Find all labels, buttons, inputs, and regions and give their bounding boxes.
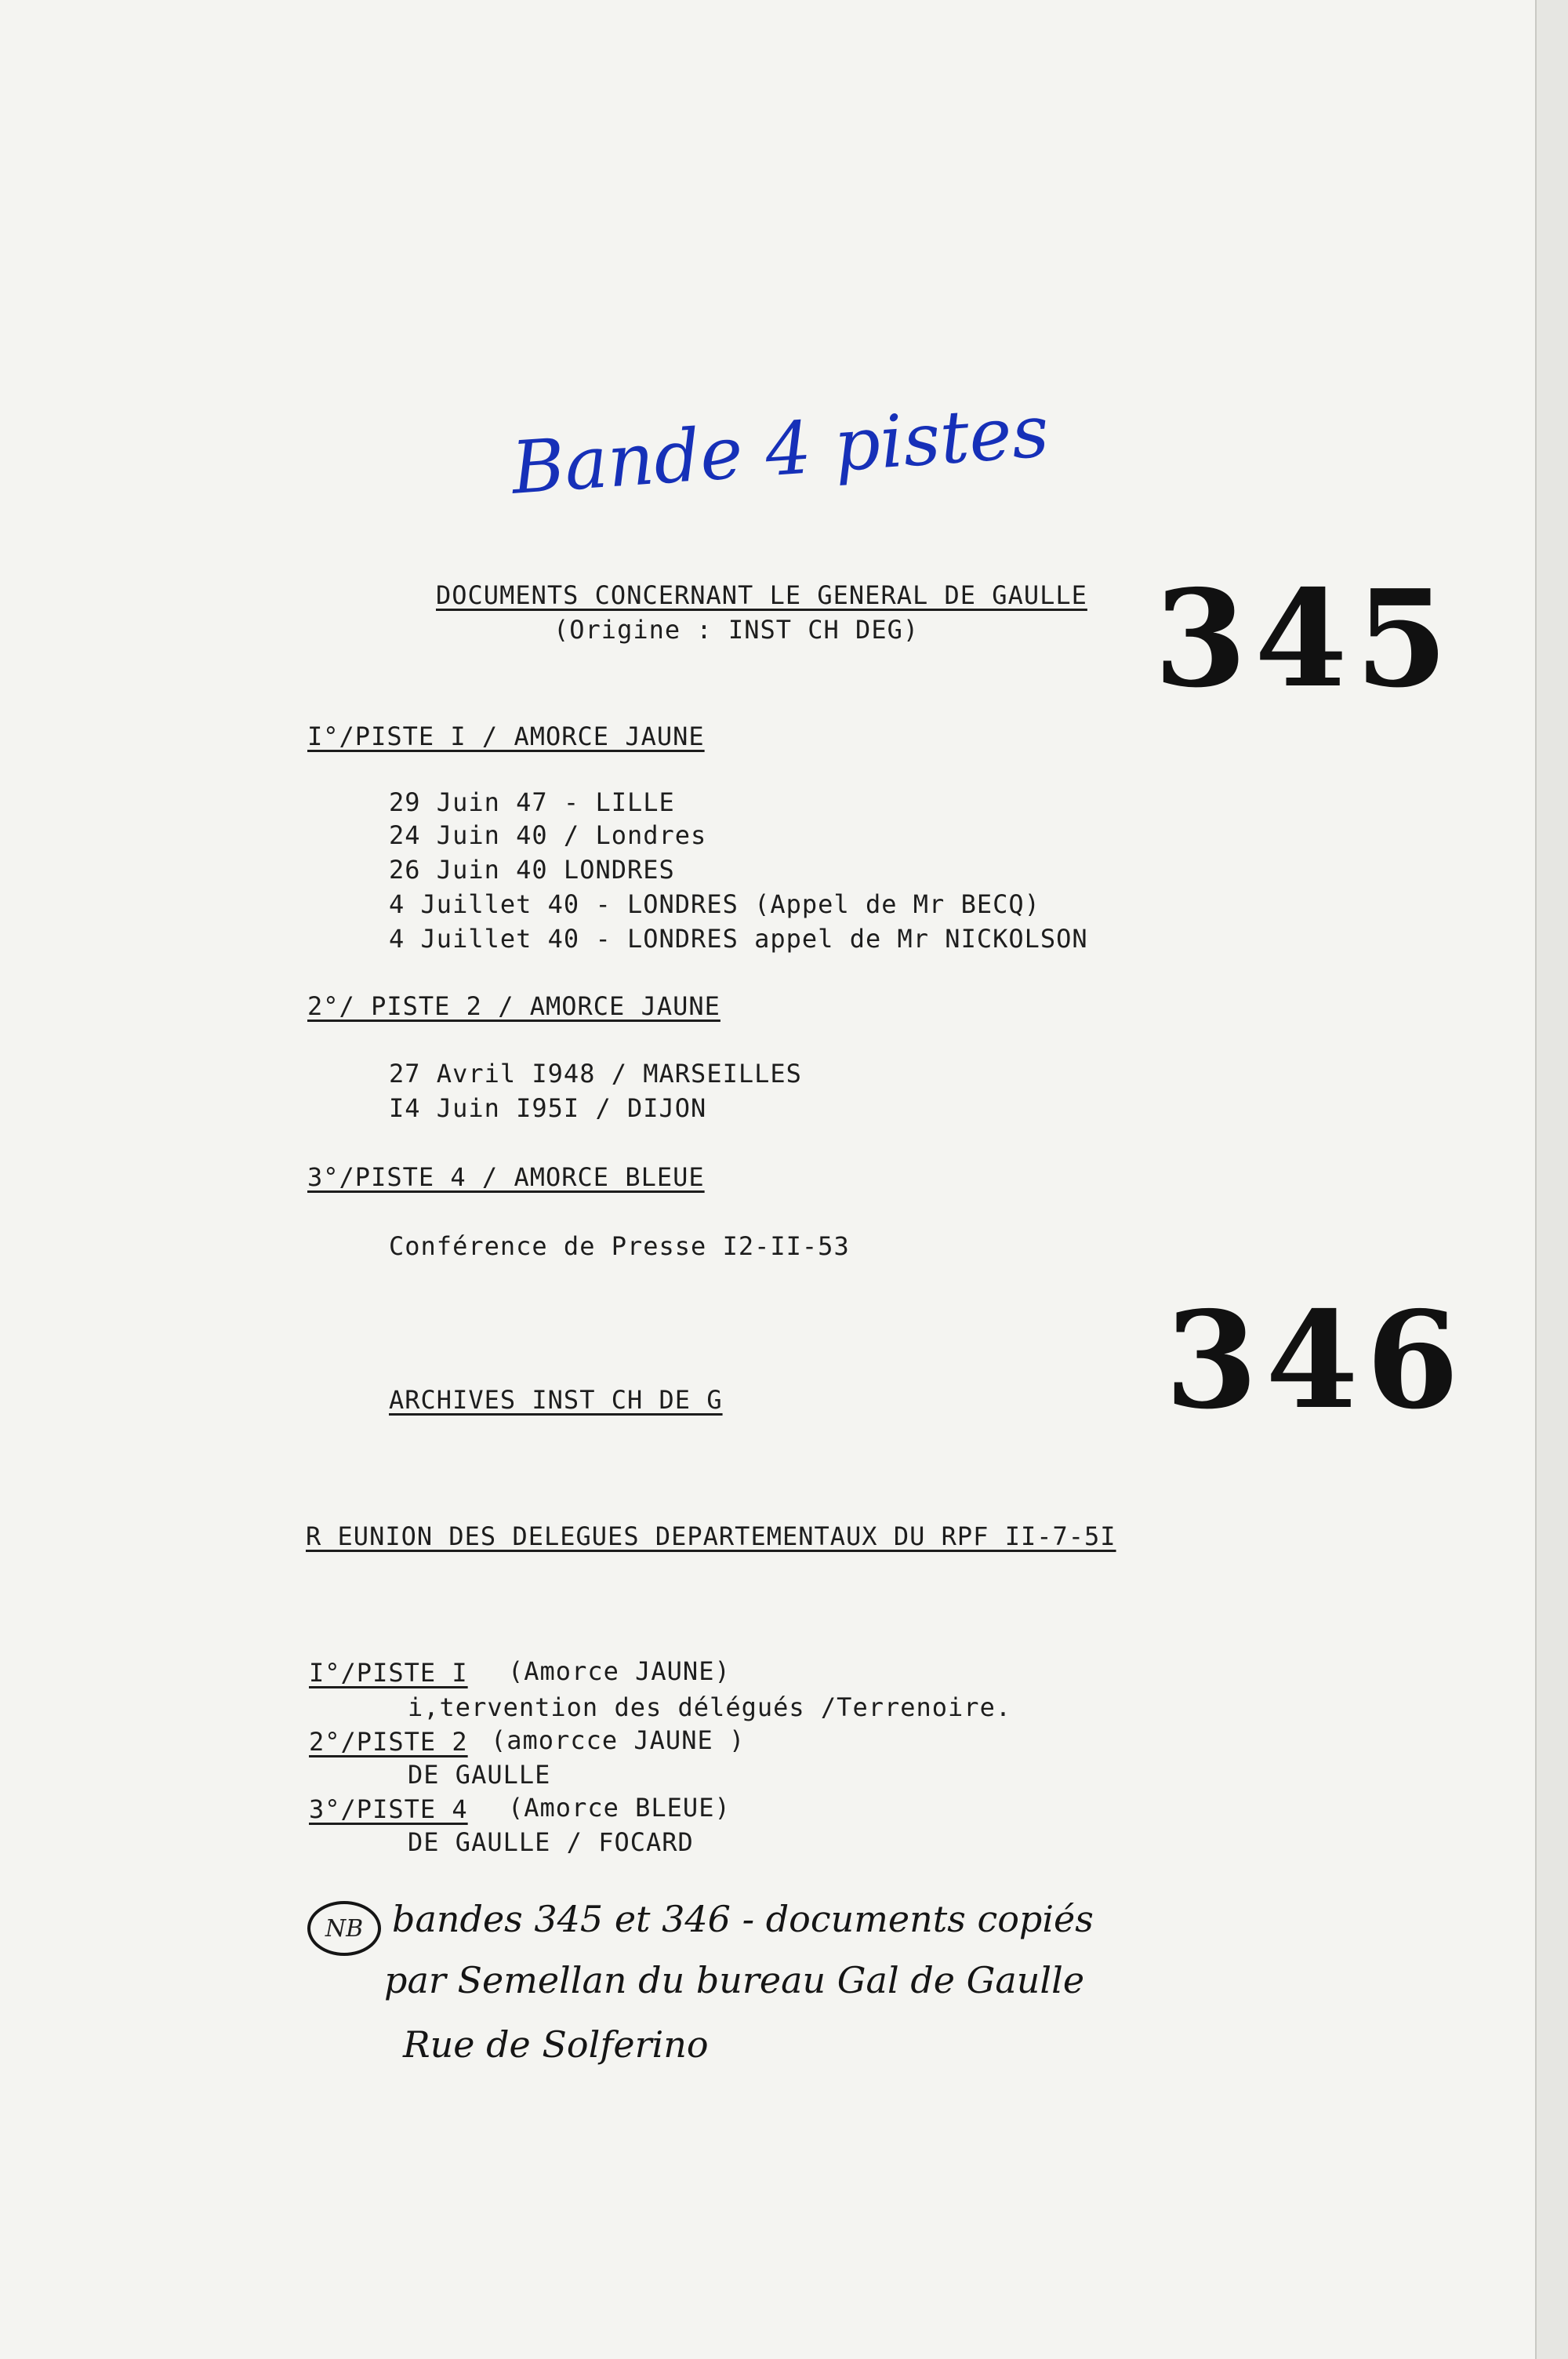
- handwritten-tape-note: Bande 4 pistes: [509, 389, 1052, 511]
- nb-circle: NB: [307, 1901, 381, 1956]
- section-3-heading: 3°/PISTE 4 / AMORCE BLEUE: [307, 1162, 705, 1192]
- handwritten-nb-line: bandes 345 et 346 - documents copiés: [392, 1898, 1094, 1940]
- stamp-number-345: 345: [1154, 561, 1456, 718]
- track-label: 3°/PISTE 4: [309, 1794, 468, 1824]
- section-2-item: I4 Juin I95I / DIJON: [389, 1093, 707, 1123]
- handwritten-nb-line: par Semellan du bureau Gal de Gaulle: [384, 1959, 1085, 2001]
- track-sub: i,tervention des délégués /Terrenoire.: [408, 1692, 1012, 1722]
- handwritten-nb-line: Rue de Solferino: [403, 2023, 709, 2066]
- stamp-number-346: 346: [1165, 1282, 1467, 1439]
- section-1-heading: I°/PISTE I / AMORCE JAUNE: [307, 722, 705, 751]
- section-1-item: 26 Juin 40 LONDRES: [389, 855, 675, 885]
- reunion-heading: R EUNION DES DELEGUES DEPARTEMENTAUX DU RPF II-7-5I: [306, 1521, 1116, 1551]
- section-1-item: 4 Juillet 40 - LONDRES (Appel de Mr BECQ): [389, 889, 1040, 919]
- section-1-item: 4 Juillet 40 - LONDRES appel de Mr NICKOLSON: [389, 924, 1088, 954]
- track-detail: (Amorce BLEUE): [508, 1793, 731, 1823]
- track-label: I°/PISTE I: [309, 1658, 468, 1688]
- page-edge: [1535, 0, 1568, 2359]
- document-origin: (Origine : INST CH DEG): [554, 615, 920, 645]
- track-detail: (Amorce JAUNE): [508, 1656, 731, 1686]
- section-2-item: 27 Avril I948 / MARSEILLES: [389, 1059, 802, 1089]
- document-title: DOCUMENTS CONCERNANT LE GENERAL DE GAULLE: [436, 580, 1087, 610]
- track-detail: (amorcce JAUNE ): [491, 1725, 746, 1755]
- section-1-item: 29 Juin 47 - LILLE: [389, 787, 675, 817]
- track-label: 2°/PISTE 2: [309, 1727, 468, 1757]
- section-1-item: 24 Juin 40 / Londres: [389, 820, 707, 850]
- track-sub: DE GAULLE: [408, 1760, 551, 1790]
- track-sub: DE GAULLE / FOCARD: [408, 1827, 694, 1857]
- archives-heading: ARCHIVES INST CH DE G: [389, 1385, 723, 1415]
- section-2-heading: 2°/ PISTE 2 / AMORCE JAUNE: [307, 991, 720, 1021]
- section-3-item: Conférence de Presse I2-II-53: [389, 1231, 850, 1261]
